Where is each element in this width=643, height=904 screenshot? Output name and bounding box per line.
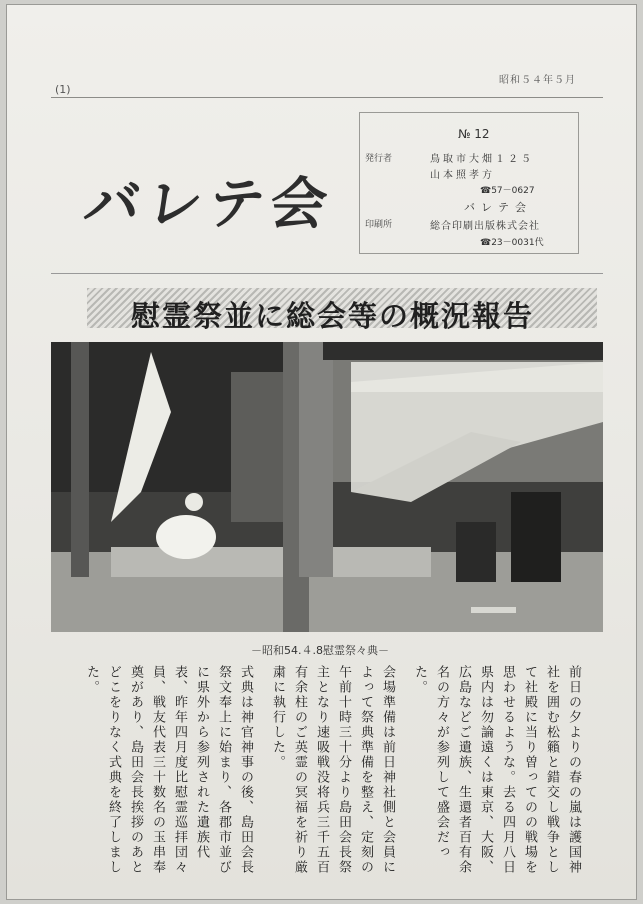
page-number: (1): [55, 83, 71, 96]
publisher-label: 発行者: [365, 154, 393, 164]
article-body: [70, 665, 584, 885]
printer-tel: ☎23－0031代: [480, 238, 544, 248]
printer-label: 印刷所: [365, 220, 393, 230]
publisher-info-box: [359, 112, 579, 254]
article-paragraph: 前日の夕よりの春の嵐は護国神社を囲む松籟と錯交し戦争として社殿に当り曽ってのの戦場を思わせるような。去る四月八日県内は勿論遠くは東京、大阪、広島などご遺族、生還者百有余名の方々が参列して盛会だった。: [412, 665, 581, 875]
printer-name: 総合印刷出版株式会社: [430, 221, 540, 232]
newsletter-page: [6, 4, 637, 900]
publisher-address: 鳥取市大畑１２５: [430, 154, 534, 165]
headline-area: [51, 273, 603, 342]
header-rule: [51, 97, 603, 98]
photo-caption: －昭和54.４.8慰霊祭々典－: [251, 644, 389, 657]
masthead-title: バレテ会: [79, 171, 338, 237]
issue-date: 昭和５４年５月: [499, 75, 576, 86]
article-paragraph: 式典は神官神事の後、島田会長祭文奉上に始まり、各郡市並びに県外から参列された遺族代表、昨年四月度比慰霊巡拝団々員、戦友代表三十数名の玉串奉奠があり、島田会長挨拶のあとどこをりなく式典を終了しました。: [84, 665, 253, 875]
publisher-tel: ☎57－0627: [480, 186, 535, 196]
article-headline: 慰霊祭並に総会等の概況報告: [131, 299, 535, 333]
article-paragraph: 会場準備は前日神社側と会員によって祭典準備を整え、定刻の午前十時三十分より島田会長祭主となり速吸戦没将兵三千五百有余柱のご英霊の冥福を祈り厳粛に執行した。: [270, 665, 395, 875]
association-name: バレテ会: [464, 201, 532, 214]
ceremony-photo-drawing: [51, 342, 603, 632]
issue-number: № 12: [458, 127, 490, 141]
ceremony-photo: [51, 342, 603, 632]
publisher-name: 山本照孝方: [430, 170, 495, 181]
